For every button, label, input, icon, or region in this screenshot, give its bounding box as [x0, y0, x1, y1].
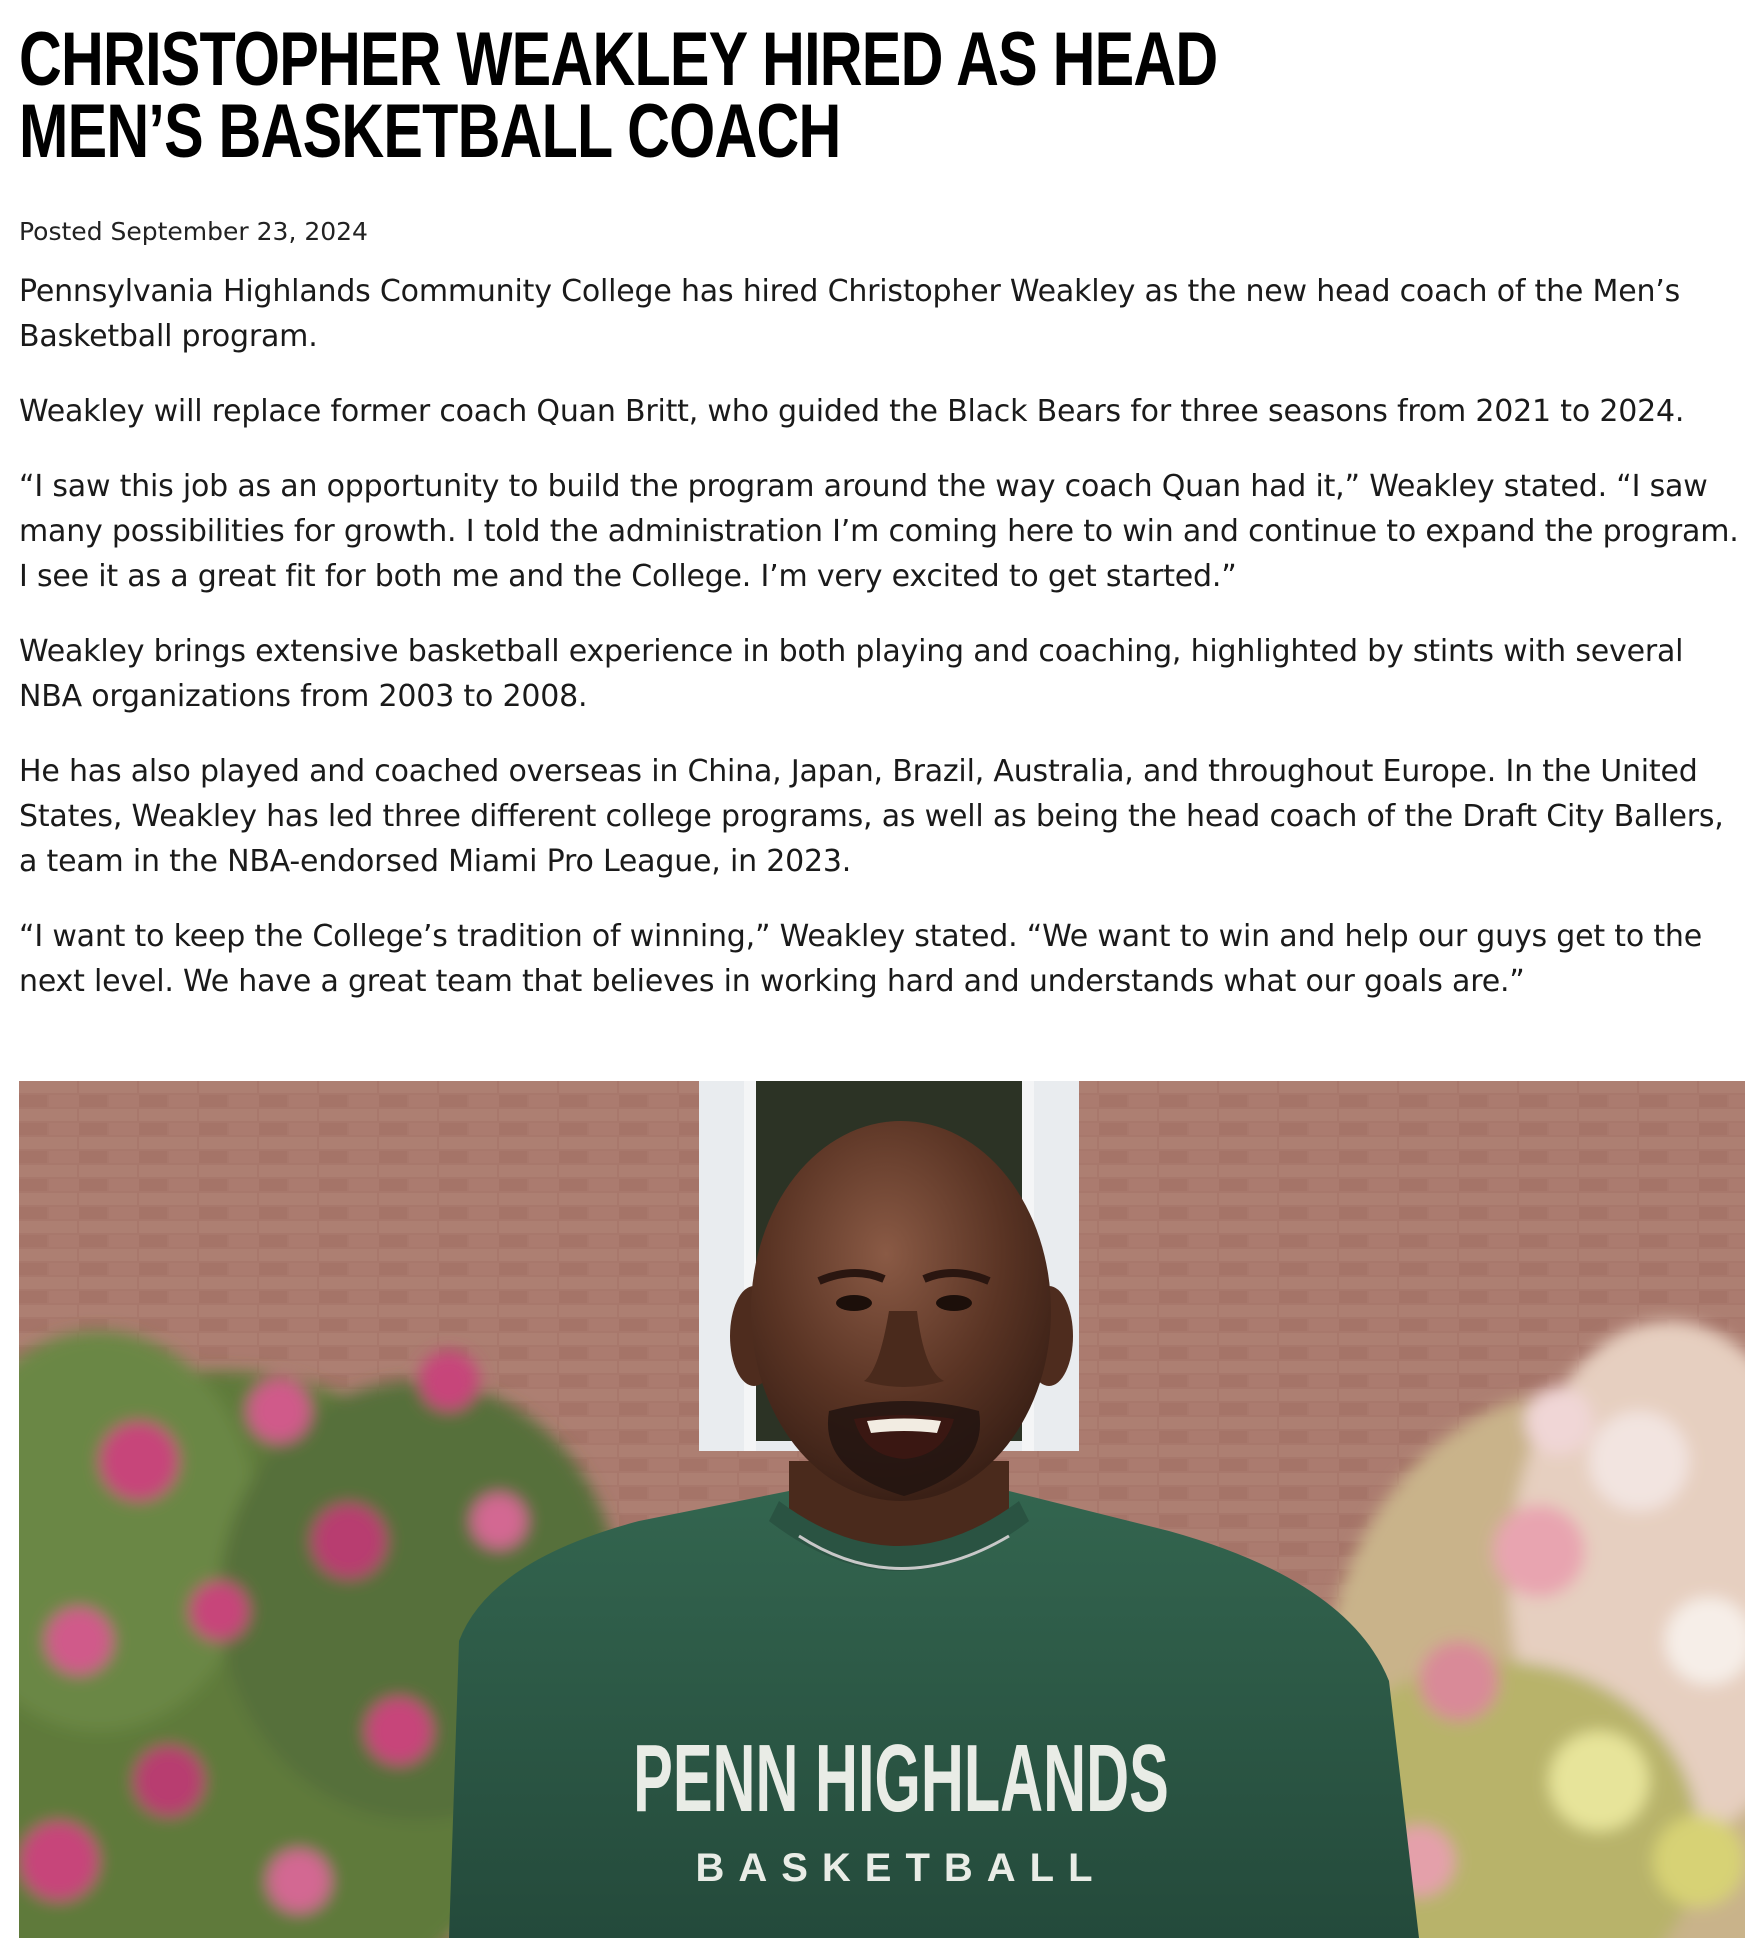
shirt-text: PENN HIGHLANDS — [633, 1724, 1169, 1832]
coach-photo — [19, 1081, 1745, 1938]
article-body — [19, 269, 1745, 1004]
article-paragraph: Weakley brings extensive basketball experience in both playing and coaching, highlighted by stints with several NBA organizations from 2003 to 2008. — [19, 634, 1684, 714]
article-paragraph: “I saw this job as an opportunity to build the program around the way coach Quan had it,” Weakley stated. “I saw many possibilities for growth. I told the administration I’m coming here to win and continue to expand the program. I see it as a great fit for both me and the College. I’m very excited to get started.” — [19, 469, 1739, 594]
article-paragraph: Weakley will replace former coach Quan Britt, who guided the Black Bears for three seasons from 2021 to 2024. — [19, 394, 1685, 429]
posted-date: Posted September 23, 2024 — [19, 217, 368, 246]
article-paragraph: “I want to keep the College’s tradition of winning,” Weakley stated. “We want to win and help our guys get to the next level. We have a great team that believes in working hard and understands what our goals are.” — [19, 919, 1702, 999]
shirt-subtext: BASKETBALL — [695, 1846, 1107, 1890]
teeth — [867, 1419, 941, 1434]
article-paragraph: Pennsylvania Highlands Community College has hired Christopher Weakley as the new head coach of the Men’s Basketball program. — [19, 274, 1681, 354]
article — [19, 0, 1745, 1034]
article-title: CHRISTOPHER WEAKLEY HIRED AS HEAD MEN’S BASKETBALL COACH — [19, 17, 1218, 174]
article-paragraph: He has also played and coached overseas in China, Japan, Brazil, Australia, and throughout Europe. In the United States, Weakley has led three different college programs, as well as being the head coach of the Draft City Ballers, a team in the NBA-endorsed Miami Pro League, in 2023. — [19, 754, 1724, 879]
shirt-print — [633, 1724, 1169, 1890]
